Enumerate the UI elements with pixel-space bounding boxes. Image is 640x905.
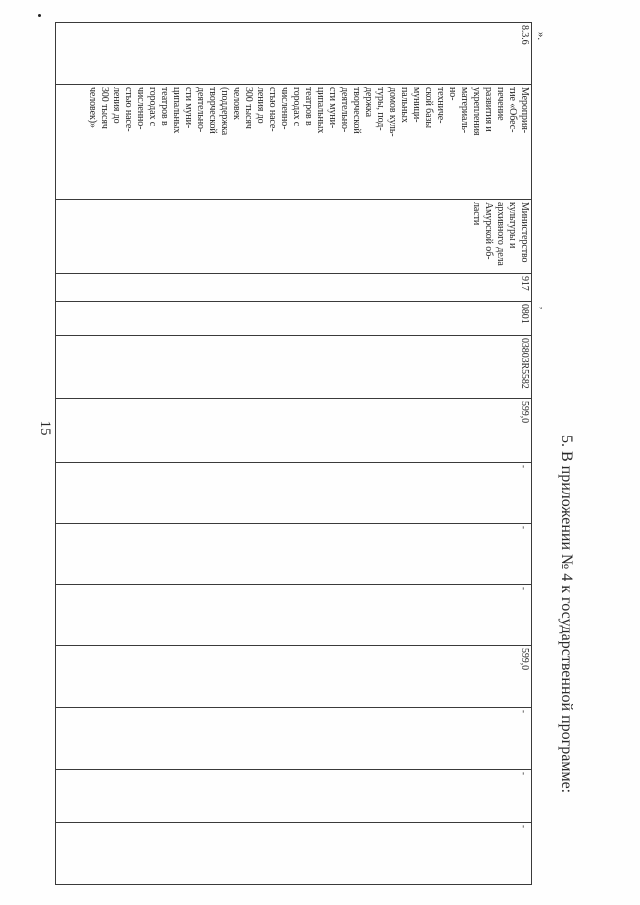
table-rotated-frame	[55, 22, 532, 828]
program-table	[55, 22, 532, 885]
cell-year-d: 599,0	[56, 646, 532, 708]
cell-event-name: Мероприя- тие «Обес- печение развития и укрепления материаль- но- техниче- ской базы муници- пальных домов куль- туры, под- держка творческой деятельно- сти муни- ципальных театров в городах с численно- стью насе- ления до 300 тысяч человек (поддержка творческой деятельно- сти муни- ципальных театров в городах с численно- стью насе- ления до 300 тысяч человек)»	[56, 85, 532, 200]
cell-year-c: -	[56, 585, 532, 646]
cell-total: 599,0	[56, 399, 532, 463]
cell-year-b: -	[56, 524, 532, 585]
cell-grbs: 917	[56, 274, 532, 302]
cell-year-g: -	[56, 823, 532, 885]
cell-year-e: -	[56, 708, 532, 770]
cell-rzpr: 0801	[56, 302, 532, 336]
bottom-text-container	[555, 435, 577, 805]
closing-quote: ».	[535, 31, 548, 41]
small-mark: ’	[533, 306, 544, 310]
amendment-text: 5. В приложении № 4 к государственной программе:	[558, 435, 575, 794]
table-row	[56, 23, 532, 885]
scan-speck	[38, 14, 41, 17]
page-number: 15	[37, 420, 53, 436]
table-container	[55, 22, 532, 828]
cell-year-f: -	[56, 770, 532, 823]
cell-csr: 03803R5582	[56, 336, 532, 399]
cell-executor: Министерство культуры и архивного дела Амурской об- ласти	[56, 200, 532, 274]
cell-number: 8.3.6	[56, 23, 532, 85]
cell-year-a: -	[56, 463, 532, 524]
